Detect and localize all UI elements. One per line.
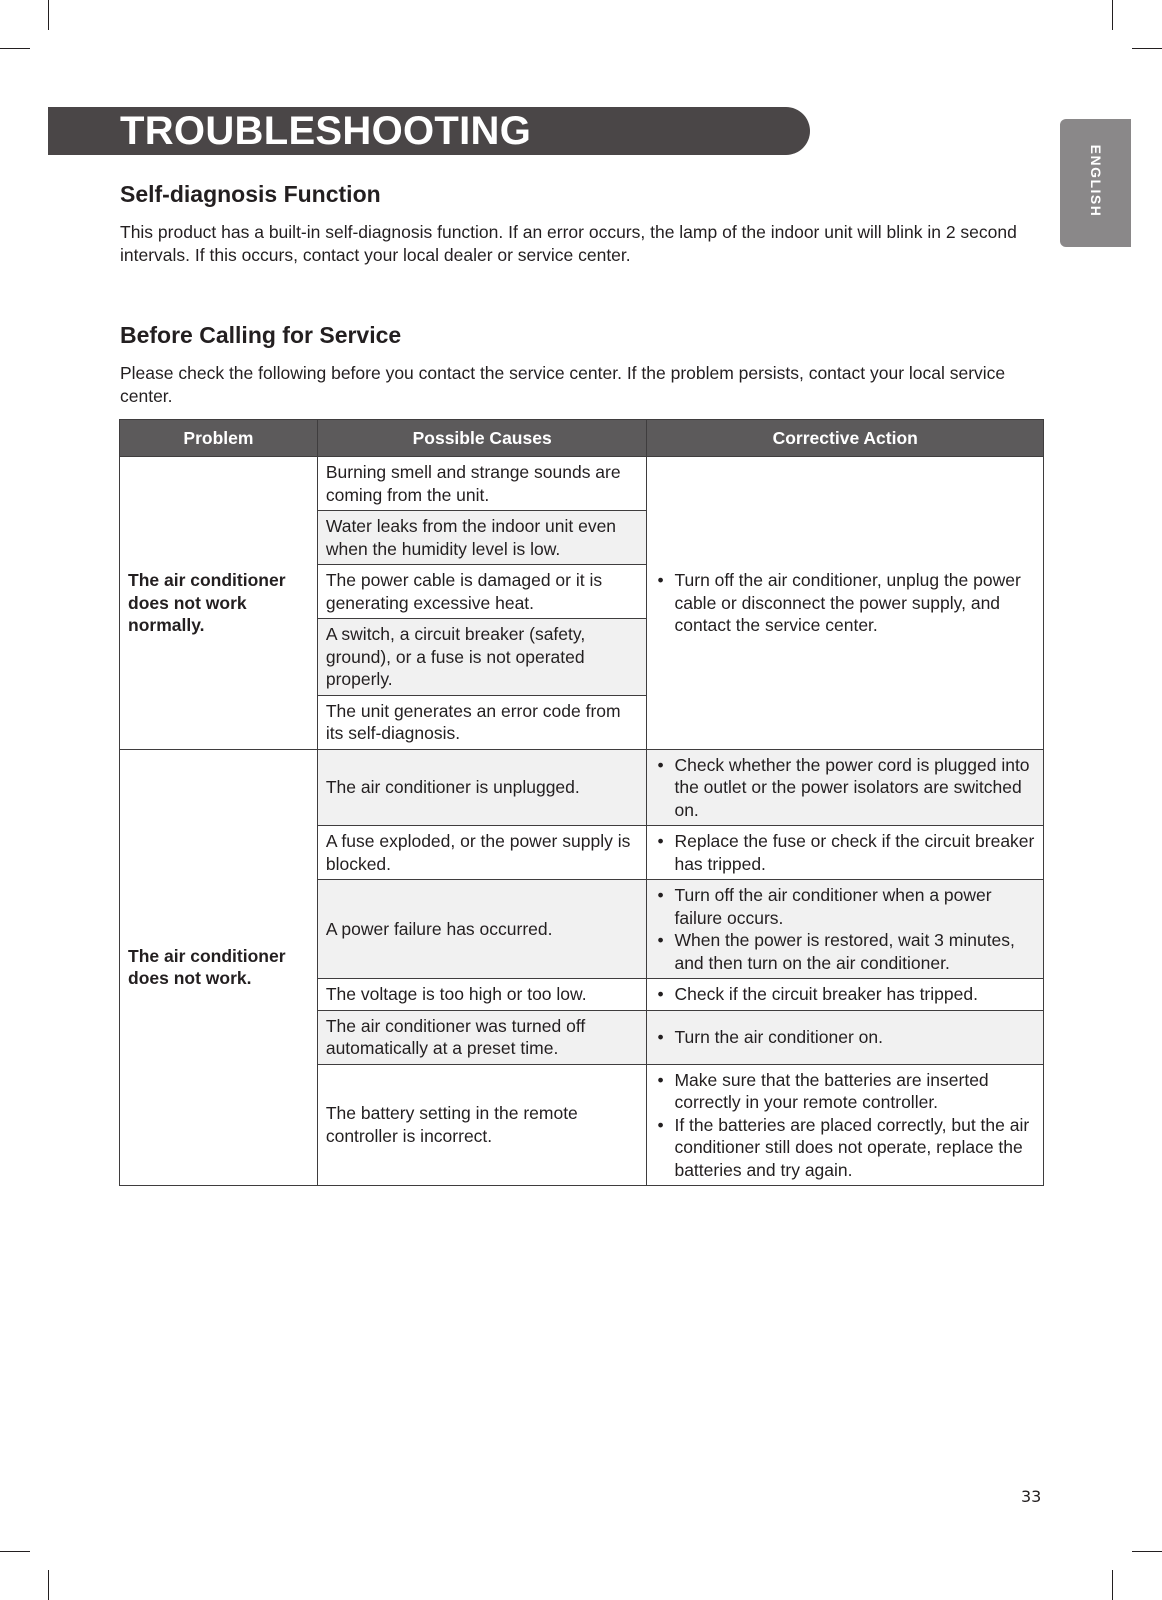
header-problem: Problem [120, 420, 318, 457]
crop-mark [0, 48, 30, 49]
action-cell [647, 1064, 1044, 1186]
action-cell [647, 826, 1044, 880]
troubleshooting-table [119, 419, 1044, 1186]
crop-mark [1132, 48, 1162, 49]
table-row [120, 457, 1044, 511]
action-cell [647, 1010, 1044, 1064]
action-item: • When the power is restored, wait 3 minutes, and then turn on the air conditioner. [655, 929, 1035, 974]
cause-cell: Water leaks from the indoor unit even when the humidity level is low. [317, 511, 647, 565]
crop-mark [1132, 1551, 1162, 1552]
action-item: • Replace the fuse or check if the circuit breaker has tripped. [655, 830, 1035, 875]
cause-cell: The air conditioner was turned off automatically at a preset time. [317, 1010, 647, 1064]
header-possible-causes: Possible Causes [317, 420, 647, 457]
before-calling-text: Please check the following before you contact the service center. If the problem persists, contact your local service center. [120, 363, 1006, 406]
action-cell [647, 457, 1044, 750]
page-title: TROUBLESHOOTING [120, 109, 532, 153]
title-banner [48, 107, 810, 155]
cause-cell: The unit generates an error code from its self-diagnosis. [317, 695, 647, 749]
action-item: • If the batteries are placed correctly, but the air conditioner still does not operate, replace the batteries and try again. [655, 1114, 1035, 1182]
cause-cell: A power failure has occurred. [317, 880, 647, 979]
language-tab [1060, 119, 1131, 247]
action-item: • Check whether the power cord is plugged into the outlet or the power isolators are switched on. [655, 754, 1035, 822]
cause-cell: The voltage is too high or too low. [317, 979, 647, 1011]
action-cell [647, 749, 1044, 826]
header-corrective-action: Corrective Action [647, 420, 1044, 457]
crop-mark [1112, 0, 1113, 30]
self-diagnosis-heading: Self-diagnosis Function [120, 181, 381, 207]
crop-mark [1112, 1570, 1113, 1600]
problem-cell: The air conditioner does not work normally. [120, 457, 318, 750]
cause-cell: A fuse exploded, or the power supply is blocked. [317, 826, 647, 880]
crop-mark [0, 1551, 30, 1552]
cause-cell: The power cable is damaged or it is generating excessive heat. [317, 565, 647, 619]
problem-cell: The air conditioner does not work. [120, 749, 318, 1186]
cause-cell: The battery setting in the remote controller is incorrect. [317, 1064, 647, 1186]
table-header-row [120, 420, 1044, 457]
self-diagnosis-text: This product has a built-in self-diagnosis function. If an error occurs, the lamp of the indoor unit will blink in 2 second intervals. If this occurs, contact your local dealer or service center. [120, 222, 1017, 265]
action-item: • Turn off the air conditioner when a power failure occurs. [655, 884, 1035, 929]
cause-cell: The air conditioner is unplugged. [317, 749, 647, 826]
cause-cell: A switch, a circuit breaker (safety, ground), or a fuse is not operated properly. [317, 619, 647, 696]
action-cell [647, 979, 1044, 1011]
table-row [120, 749, 1044, 826]
action-item: • Make sure that the batteries are inserted correctly in your remote controller. [655, 1069, 1035, 1114]
action-item: • Turn off the air conditioner, unplug the power cable or disconnect the power supply, and contact the service center. [655, 569, 1035, 637]
action-item: • Check if the circuit breaker has tripped. [655, 983, 1035, 1006]
before-calling-heading: Before Calling for Service [120, 322, 402, 348]
action-item: • Turn the air conditioner on. [655, 1026, 1035, 1049]
page-number: 33 [1021, 1487, 1042, 1506]
cause-cell: Burning smell and strange sounds are coming from the unit. [317, 457, 647, 511]
language-tab-label: ENGLISH [1087, 144, 1104, 218]
action-cell [647, 880, 1044, 979]
crop-mark [48, 0, 49, 30]
crop-mark [48, 1570, 49, 1600]
